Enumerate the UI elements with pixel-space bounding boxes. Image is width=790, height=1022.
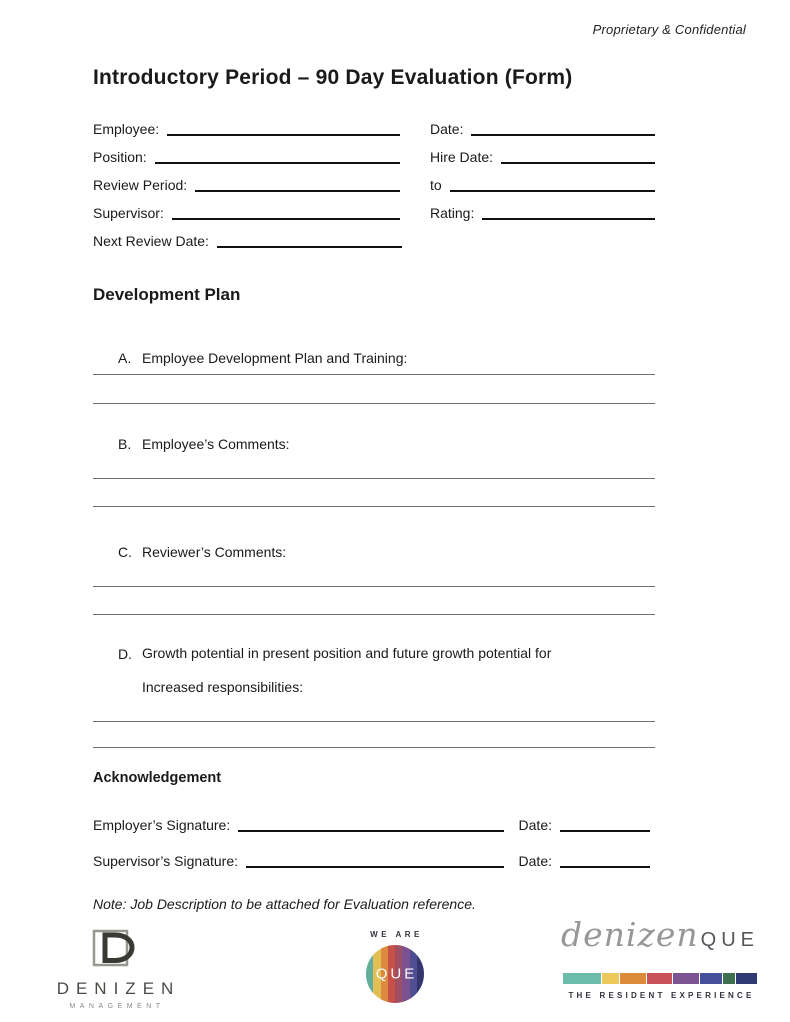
supervisor-date-label: Date:: [518, 853, 552, 869]
denizen-que-tagline: THE RESIDENT EXPERIENCE: [568, 991, 755, 1000]
denizen-management-logo: [45, 926, 185, 1010]
supervisor-field[interactable]: [172, 204, 400, 220]
answer-line[interactable]: [93, 478, 655, 479]
supervisor-signature-row: [93, 840, 650, 870]
acknowledgement-heading: Acknowledgement: [93, 770, 222, 786]
to-label: to: [430, 177, 442, 193]
denizen-que-wordmark: [561, 915, 759, 970]
employer-signature-field[interactable]: [238, 816, 503, 832]
answer-line[interactable]: [93, 403, 655, 404]
form-row-next-review: [93, 222, 655, 250]
que-tagline: WE ARE: [370, 930, 423, 939]
attachment-note: Note: Job Description to be attached for Evaluation reference.: [93, 896, 476, 912]
confidential-notice: Proprietary & Confidential: [592, 22, 746, 37]
answer-line[interactable]: [93, 614, 655, 615]
denizen-que-logo: [561, 915, 759, 1000]
form-row-employee-date: [93, 110, 655, 138]
employer-date-field[interactable]: [560, 816, 650, 832]
plan-item-d-text: [142, 636, 551, 704]
date-label: Date:: [430, 121, 464, 137]
employer-signature-row: [93, 804, 650, 834]
employee-label: Employee:: [93, 121, 160, 137]
position-field[interactable]: [155, 148, 400, 164]
hire-date-label: Hire Date:: [430, 149, 494, 165]
answer-line[interactable]: [93, 721, 655, 722]
employer-date-label: Date:: [518, 817, 552, 833]
plan-item-d: [118, 646, 551, 704]
denizen-que-script-text: denizen: [561, 915, 699, 954]
supervisor-signature-label: Supervisor’s Signature:: [93, 853, 239, 869]
denizen-wordmark: DENIZEN: [56, 979, 181, 998]
que-circle-wordmark: QUE: [375, 965, 418, 983]
supervisor-date-field[interactable]: [560, 852, 650, 868]
plan-item-a: [118, 350, 407, 366]
review-period-start-field[interactable]: [195, 176, 400, 192]
form-row-position-hiredate: [93, 138, 655, 166]
denizen-que-color-bar: [563, 973, 757, 984]
plan-item-b-letter: B.: [118, 436, 132, 452]
plan-item-c-letter: C.: [118, 544, 132, 560]
rating-label: Rating:: [430, 205, 475, 221]
supervisor-signature-field[interactable]: [246, 852, 504, 868]
date-field[interactable]: [471, 120, 655, 136]
next-review-date-field[interactable]: [217, 232, 402, 248]
plan-item-d-letter: D.: [118, 646, 132, 662]
header-form: [93, 110, 655, 250]
development-plan-heading: Development Plan: [93, 285, 241, 304]
hire-date-field[interactable]: [501, 148, 655, 164]
plan-item-a-text: Employee Development Plan and Training:: [142, 350, 408, 366]
plan-item-c: [118, 544, 286, 560]
rating-field[interactable]: [482, 204, 655, 220]
plan-item-d-text-line2: Increased responsibilities:: [142, 679, 304, 695]
review-period-label: Review Period:: [93, 177, 188, 193]
denizen-subtitle: MANAGEMENT: [69, 1003, 165, 1010]
answer-line[interactable]: [93, 374, 655, 375]
review-period-end-field[interactable]: [450, 176, 655, 192]
que-rainbow-circle-icon: [366, 945, 424, 1003]
form-row-review-period: [93, 166, 655, 194]
denizen-d-mark-icon: [91, 926, 139, 970]
plan-item-c-text: Reviewer’s Comments:: [142, 544, 287, 560]
employer-signature-label: Employer’s Signature:: [93, 817, 231, 833]
plan-item-b: [118, 436, 290, 452]
supervisor-label: Supervisor:: [93, 205, 164, 221]
page-title: Introductory Period – 90 Day Evaluation (Form): [93, 66, 573, 89]
plan-item-a-letter: A.: [118, 350, 132, 366]
denizen-que-caps-text: QUE: [700, 929, 759, 951]
next-review-date-label: Next Review Date:: [93, 233, 209, 249]
employee-field[interactable]: [167, 120, 400, 136]
answer-line[interactable]: [93, 586, 655, 587]
form-row-supervisor-rating: [93, 194, 655, 222]
answer-line[interactable]: [93, 747, 655, 748]
plan-item-b-text: Employee’s Comments:: [142, 436, 290, 452]
answer-line[interactable]: [93, 506, 655, 507]
we-are-que-logo: [352, 930, 438, 1003]
position-label: Position:: [93, 149, 147, 165]
plan-item-d-text-line1: Growth potential in present position and future growth potential for: [142, 645, 552, 661]
